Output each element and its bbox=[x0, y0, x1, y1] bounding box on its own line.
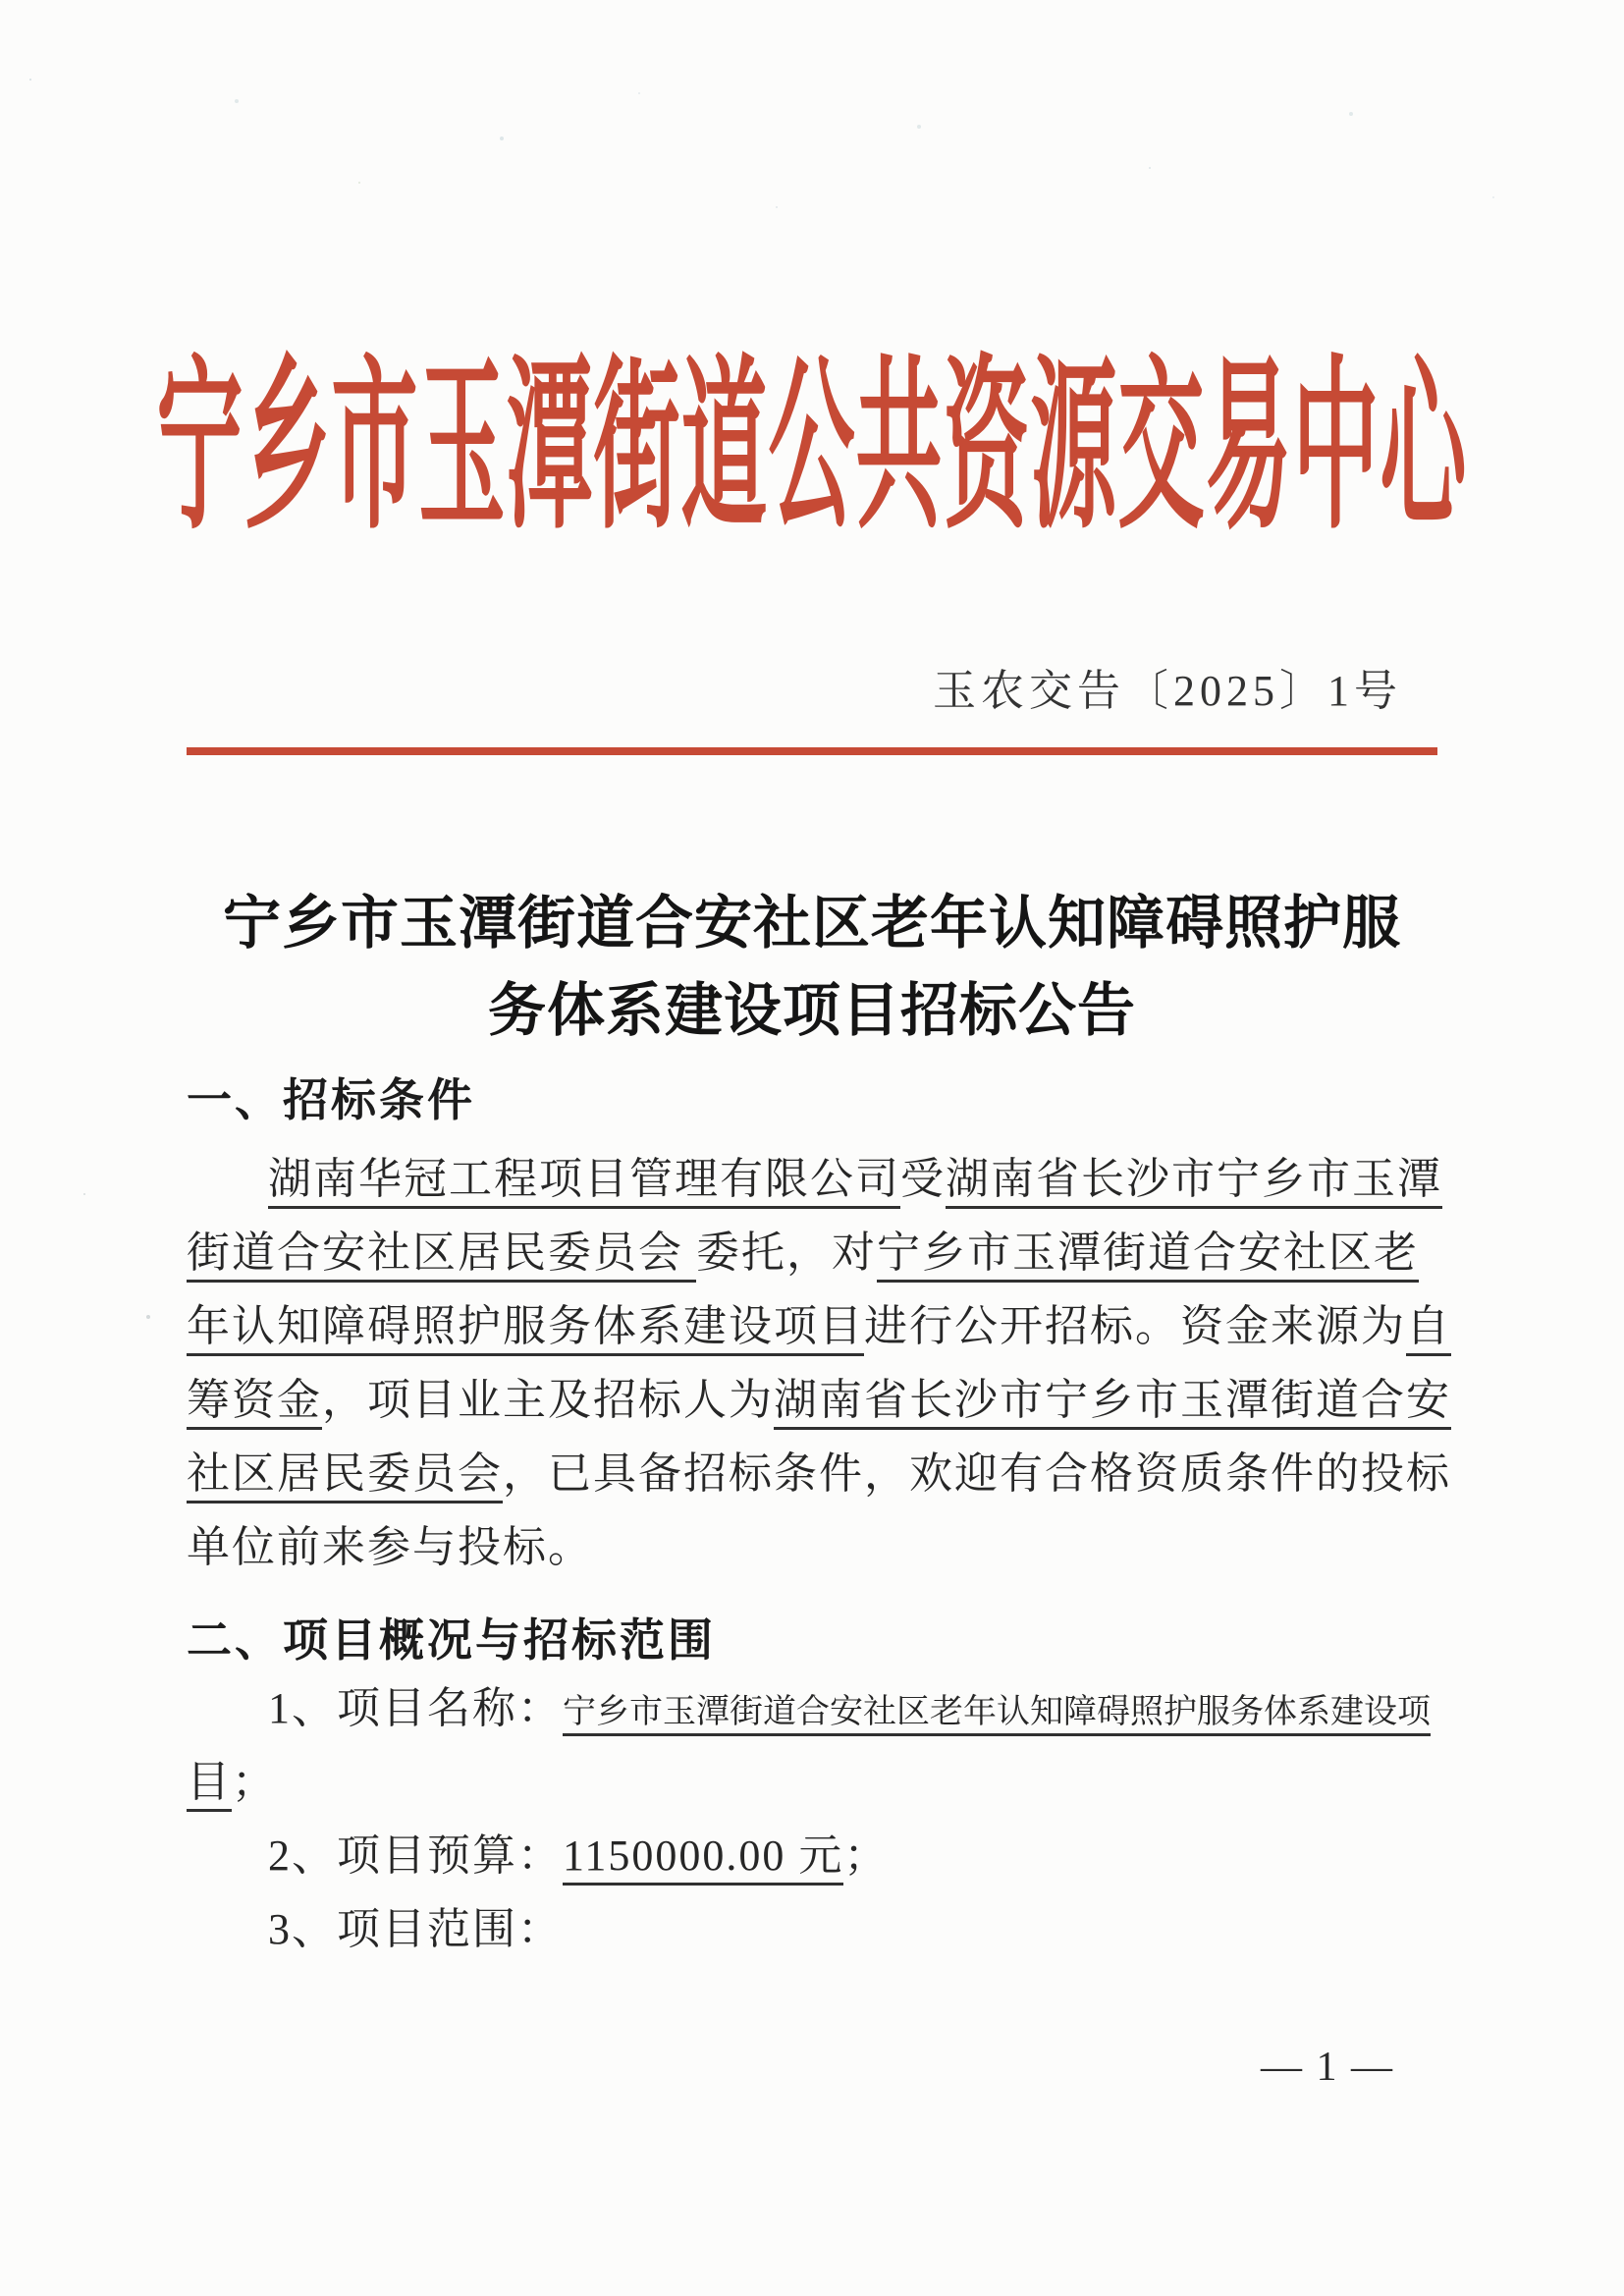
text-segment: 进行公开招标。资金来源为 bbox=[864, 1302, 1406, 1350]
underlined-text: 湖南华冠工程项目管理有限公司 bbox=[268, 1155, 900, 1209]
scan-noise bbox=[29, 79, 31, 81]
text-segment: ，项目业主及招标人为 bbox=[322, 1376, 774, 1424]
text-line bbox=[187, 1216, 1453, 1289]
underlined-text: 1150000.00 元 bbox=[563, 1831, 843, 1886]
underlined-text: 宁乡市玉潭街道合安社区老 bbox=[877, 1229, 1419, 1283]
text-segment: 委托，对 bbox=[696, 1229, 877, 1277]
text-line bbox=[187, 1289, 1453, 1363]
underlined-text: 湖南省长沙市宁乡市玉潭 bbox=[946, 1155, 1442, 1209]
text-line bbox=[187, 1437, 1453, 1510]
text-segment: 单位前来参与投标。 bbox=[187, 1523, 593, 1571]
text-segment: 受 bbox=[900, 1155, 946, 1203]
announcement-title-line1: 宁乡市玉潭街道合安社区老年认知障碍照护服 bbox=[222, 891, 1401, 956]
underlined-text: 宁乡市玉潭街道合安社区老年认知障碍照护服务体系建设项 bbox=[563, 1694, 1431, 1736]
section-2-heading: 二、项目概况与招标范围 bbox=[187, 1614, 716, 1666]
text-line bbox=[187, 1819, 1453, 1892]
text-segment: ，已具备招标条件，欢迎有合格资质条件的投标 bbox=[503, 1449, 1451, 1498]
letterhead-divider bbox=[187, 747, 1437, 755]
text-segment: ； bbox=[843, 1831, 890, 1880]
text-line bbox=[187, 1142, 1453, 1216]
text-line bbox=[187, 1510, 1453, 1584]
underlined-text: 湖南省长沙市宁乡市玉潭街道合安 bbox=[774, 1376, 1451, 1430]
underlined-text: 筹资金 bbox=[187, 1376, 322, 1430]
announcement-title bbox=[0, 880, 1624, 1055]
doc-number: 玉农交告〔2025〕1号 bbox=[933, 667, 1402, 715]
text-segment: ； bbox=[232, 1758, 277, 1806]
letterhead bbox=[0, 348, 1624, 553]
text-segment: 2、项目预算： bbox=[268, 1831, 563, 1880]
letterhead-title: 宁乡市玉潭街道公共资源交易中心 bbox=[156, 348, 1468, 553]
text-line bbox=[187, 1671, 1453, 1745]
section-2-body bbox=[187, 1671, 1453, 1966]
section-1-body bbox=[187, 1142, 1453, 1584]
text-segment: 1、项目名称： bbox=[268, 1684, 563, 1732]
underlined-text: 年认知障碍照护服务体系建设项目 bbox=[187, 1302, 864, 1356]
announcement-title-line2: 务体系建设项目招标公告 bbox=[487, 978, 1136, 1043]
underlined-text: 社区居民委员会 bbox=[187, 1449, 503, 1503]
underlined-text: 自 bbox=[1406, 1302, 1451, 1356]
underlined-text: 街道合安社区居民委员会 bbox=[187, 1229, 696, 1283]
page-number: — 1 — bbox=[1261, 2045, 1394, 2090]
underlined-text: 目 bbox=[187, 1758, 232, 1812]
text-segment: 3、项目范围： bbox=[268, 1905, 563, 1953]
text-line bbox=[187, 1892, 1453, 1966]
text-line bbox=[187, 1745, 1453, 1819]
section-1-heading: 一、招标条件 bbox=[187, 1074, 475, 1125]
text-line bbox=[187, 1363, 1453, 1437]
